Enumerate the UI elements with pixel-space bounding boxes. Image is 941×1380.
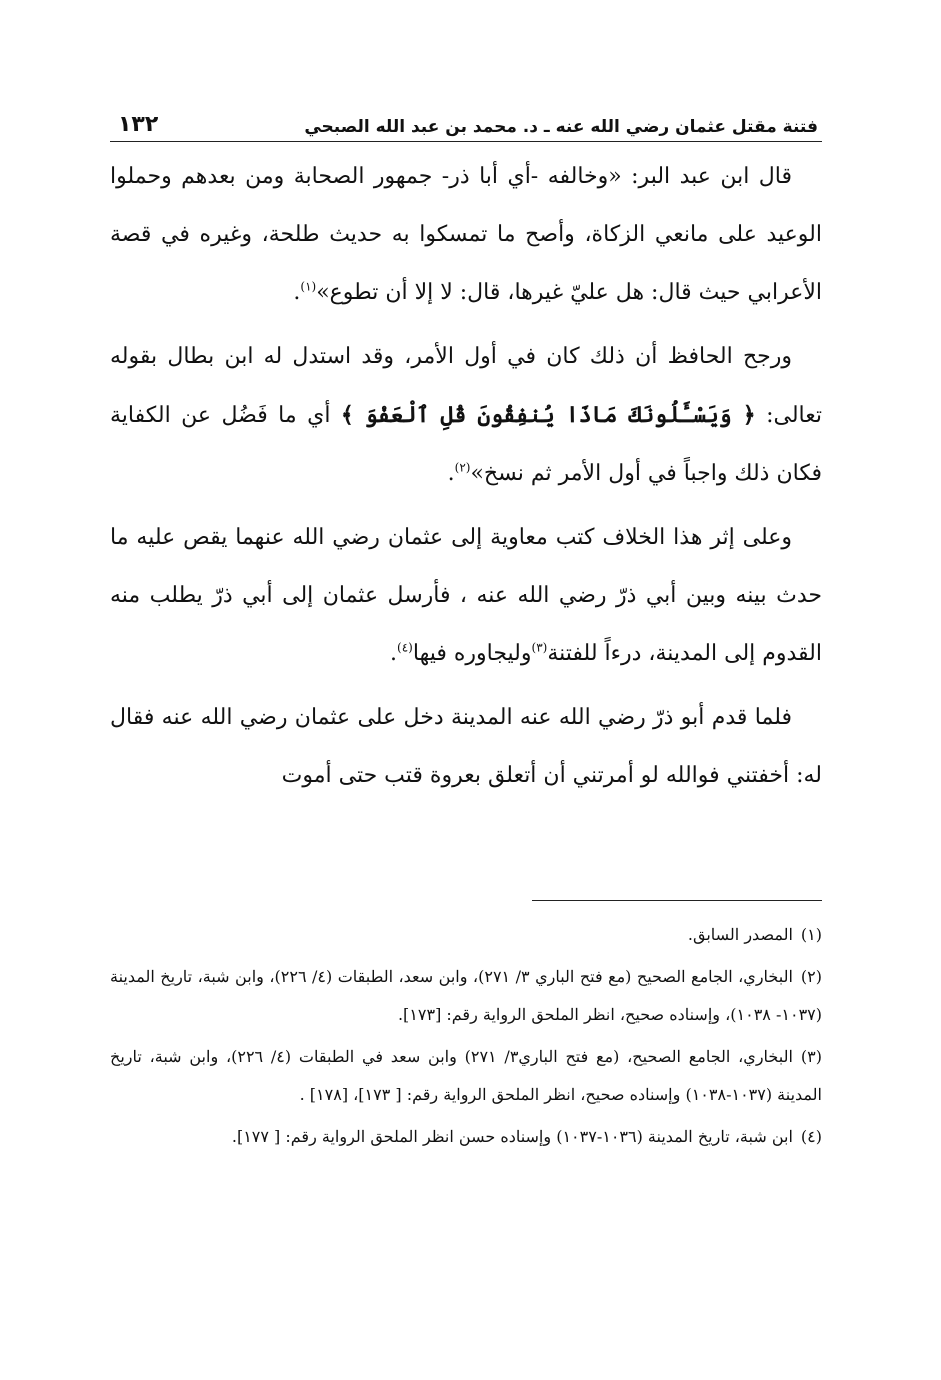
footnote-4: (٤)ابن شبة، تاريخ المدينة (١٠٣٦-١٠٣٧) وإسناده حسن انظر الملحق الرواية رقم: [ ١٧٧]. — [231, 1127, 822, 1146]
footnote-1: (١)المصدر السابق. — [687, 925, 822, 944]
footnote-ref-2: (٢) — [454, 460, 471, 475]
page-number: ١٣٢ — [118, 112, 159, 137]
paragraph-4: فلما قدم أبو ذرّ رضي الله عنه المدينة دخل على عثمان رضي الله عنه فقال له: أخفتني فوالله لو أمرتني أن أتعلق بعروة قتب حتى أموت — [110, 705, 822, 788]
footnote-ref-1: (١) — [300, 279, 317, 294]
footnote-3: (٣)البخاري، الجامع الصحيح، (مع فتح الباري٣/ ٢٧١) وابن سعد في الطبقات (٤/ ٢٢٦)، وابن شبة، تاريخ المدينة (١٠٣٧-١٠٣٨) وإسناده صحيح، انظر الملحق الرواية رقم: [ ١٧٣]، [١٧٨] . — [110, 1047, 822, 1104]
footnote-separator — [532, 900, 822, 901]
paragraph-1: قال ابن عبد البر: «وخالفه -أي أبا ذر- جمهور الصحابة ومن بعدهم وحملوا الوعيد على مانعي الزكاة، وأصح ما تمسكوا به حديث طلحة، وغيره في قصة الأعرابي حيث قال: هل عليّ غيرها، قال: لا إلا أن تطوع»$^{(١)}$. — [110, 164, 822, 305]
page-header — [110, 98, 822, 142]
main-text — [110, 148, 822, 805]
footnote-2: (٢)البخاري، الجامع الصحيح (مع فتح الباري ٣/ ٢٧١)، وابن سعد، الطبقات (٤/ ٢٢٦)، وابن شبة، تاريخ المدينة (١٠٣٧- ١٠٣٨)، وإسناده صحيح، انظر الملحق الرواية رقم: [١٧٣]. — [110, 967, 822, 1024]
footnote-ref-3: (٣) — [531, 640, 548, 655]
paragraph-3: وعلى إثر هذا الخلاف كتب معاوية إلى عثمان رضي الله عنهما يقص عليه ما حدث بينه وبين أبي ذرّ رضي الله عنه ، فأرسل عثمان إلى أبي ذرّ يطلب منه القدوم إلى المدينة، درءاً للفتنة$^{(٣)}$وليجاوره فيها$^{(٤)}$. — [110, 525, 822, 666]
footnote-ref-4: (٤) — [397, 640, 413, 655]
book-page — [110, 98, 822, 1338]
quran-verse: ﴿ وَيَسْـَٔلُونَكَ مَاذَا يُنفِقُونَ قُلِ ٱلْعَفْوَ ﴾ — [340, 402, 756, 428]
paragraph-2: ورجح الحافظ أن ذلك كان في أول الأمر، وقد استدل له ابن بطال بقوله تعالى: ﴿ وَيَسْـَٔلُونَكَ مَاذَا يُنفِقُونَ قُلِ ٱلْعَفْوَ ﴾ أي ما فَضُل عن الكفاية فكان ذلك واجباً في أول الأمر ثم نسخ»$^{(٢)}$. — [110, 344, 822, 486]
running-title: فتنة مقتل عثمان رضي الله عنه ـ د. محمد بن عبد الله الصبحي — [304, 117, 818, 137]
footnotes — [110, 916, 822, 1160]
